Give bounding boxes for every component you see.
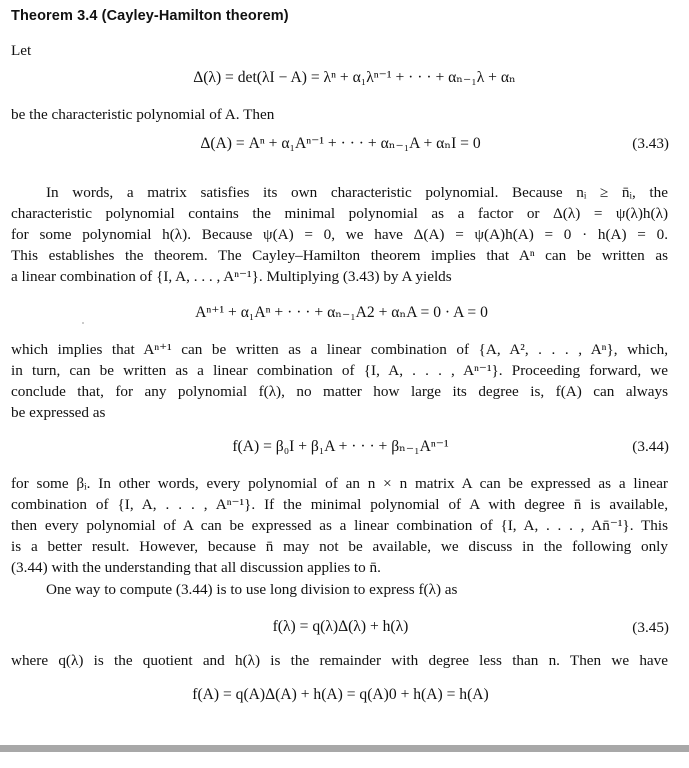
paragraph-line: conclude that, for any polynomial f(λ), no matter how large its degree is, f(A) can always	[11, 383, 668, 400]
equation-3-43: Δ(A) = Aⁿ + α₁Aⁿ⁻¹ + · · · + αₙ₋₁A + αₙI = 0	[200, 135, 481, 152]
paragraph-line: for some βᵢ. In other words, every polynomial of an n × n matrix A can be expressed as a linear	[11, 475, 668, 492]
paragraph-line: In words, a matrix satisfies its own characteristic polynomial. Because nᵢ ≥ n̄ᵢ, the	[46, 184, 668, 201]
equation-3-44: f(A) = β₀I + β₁A + · · · + βₙ₋₁Aⁿ⁻¹	[232, 438, 449, 455]
paragraph-line: (3.44) with the understanding that all discussion applies to n̄.	[11, 559, 381, 576]
paragraph-line: is a better result. However, because n̄ may not be available, we discuss in the following only	[11, 538, 668, 555]
paragraph-line: in turn, can be written as a linear combination of {I, A, . . . , Aⁿ⁻¹}. Proceeding forward, we	[11, 362, 668, 379]
paragraph-line: where q(λ) is the quotient and h(λ) is the remainder with degree less than n. Then we have	[11, 652, 668, 669]
equation-number-3-44: (3.44)	[632, 438, 669, 455]
paragraph-line: then every polynomial of A can be expressed as a linear combination of {I, A, . . . , An̄⁻¹}. This	[11, 517, 668, 534]
paragraph-line: One way to compute (3.44) is to use long division to express f(λ) as	[46, 581, 458, 598]
theorem-title: Theorem 3.4 (Cayley-Hamilton theorem)	[11, 8, 289, 24]
equation-number-3-43: (3.43)	[632, 135, 669, 152]
paragraph-line: This establishes the theorem. The Cayley–Hamilton theorem implies that Aⁿ can be written as	[11, 247, 668, 264]
paragraph-line: which implies that Aⁿ⁺¹ can be written as a linear combination of {A, A², . . . , Aⁿ}, which,	[11, 341, 668, 358]
paragraph-line: be expressed as	[11, 404, 106, 421]
equation-3-45: f(λ) = q(λ)Δ(λ) + h(λ)	[272, 618, 409, 635]
page-bottom-rule	[0, 745, 689, 752]
paragraph-line: combination of {I, A, . . . , Aⁿ⁻¹}. If the minimal polynomial of A with degree n̄ is available,	[11, 496, 668, 513]
text-after-charpoly: be the characteristic polynomial of A. Then	[11, 106, 275, 123]
scan-speck	[82, 322, 84, 324]
equation-multiplied: Aⁿ⁺¹ + α₁Aⁿ + · · · + αₙ₋₁A2 + αₙA = 0 · A = 0	[195, 304, 488, 321]
lead-word: Let	[11, 42, 32, 59]
paragraph-line: for some polynomial h(λ). Because ψ(A) = 0, we have Δ(A) = ψ(A)h(A) = 0 · h(A) = 0.	[11, 226, 668, 243]
equation-number-3-45: (3.45)	[632, 619, 669, 636]
paragraph-line: a linear combination of {I, A, . . . , Aⁿ⁻¹}. Multiplying (3.43) by A yields	[11, 268, 452, 285]
paragraph-line: characteristic polynomial contains the minimal polynomial as a factor or Δ(λ) = ψ(λ)h(λ)	[11, 205, 668, 222]
equation-final: f(A) = q(A)Δ(A) + h(A) = q(A)0 + h(A) = h(A)	[192, 686, 489, 703]
equation-characteristic-polynomial: Δ(λ) = det(λI − A) = λⁿ + α₁λⁿ⁻¹ + · · · + αₙ₋₁λ + αₙ	[193, 69, 516, 86]
